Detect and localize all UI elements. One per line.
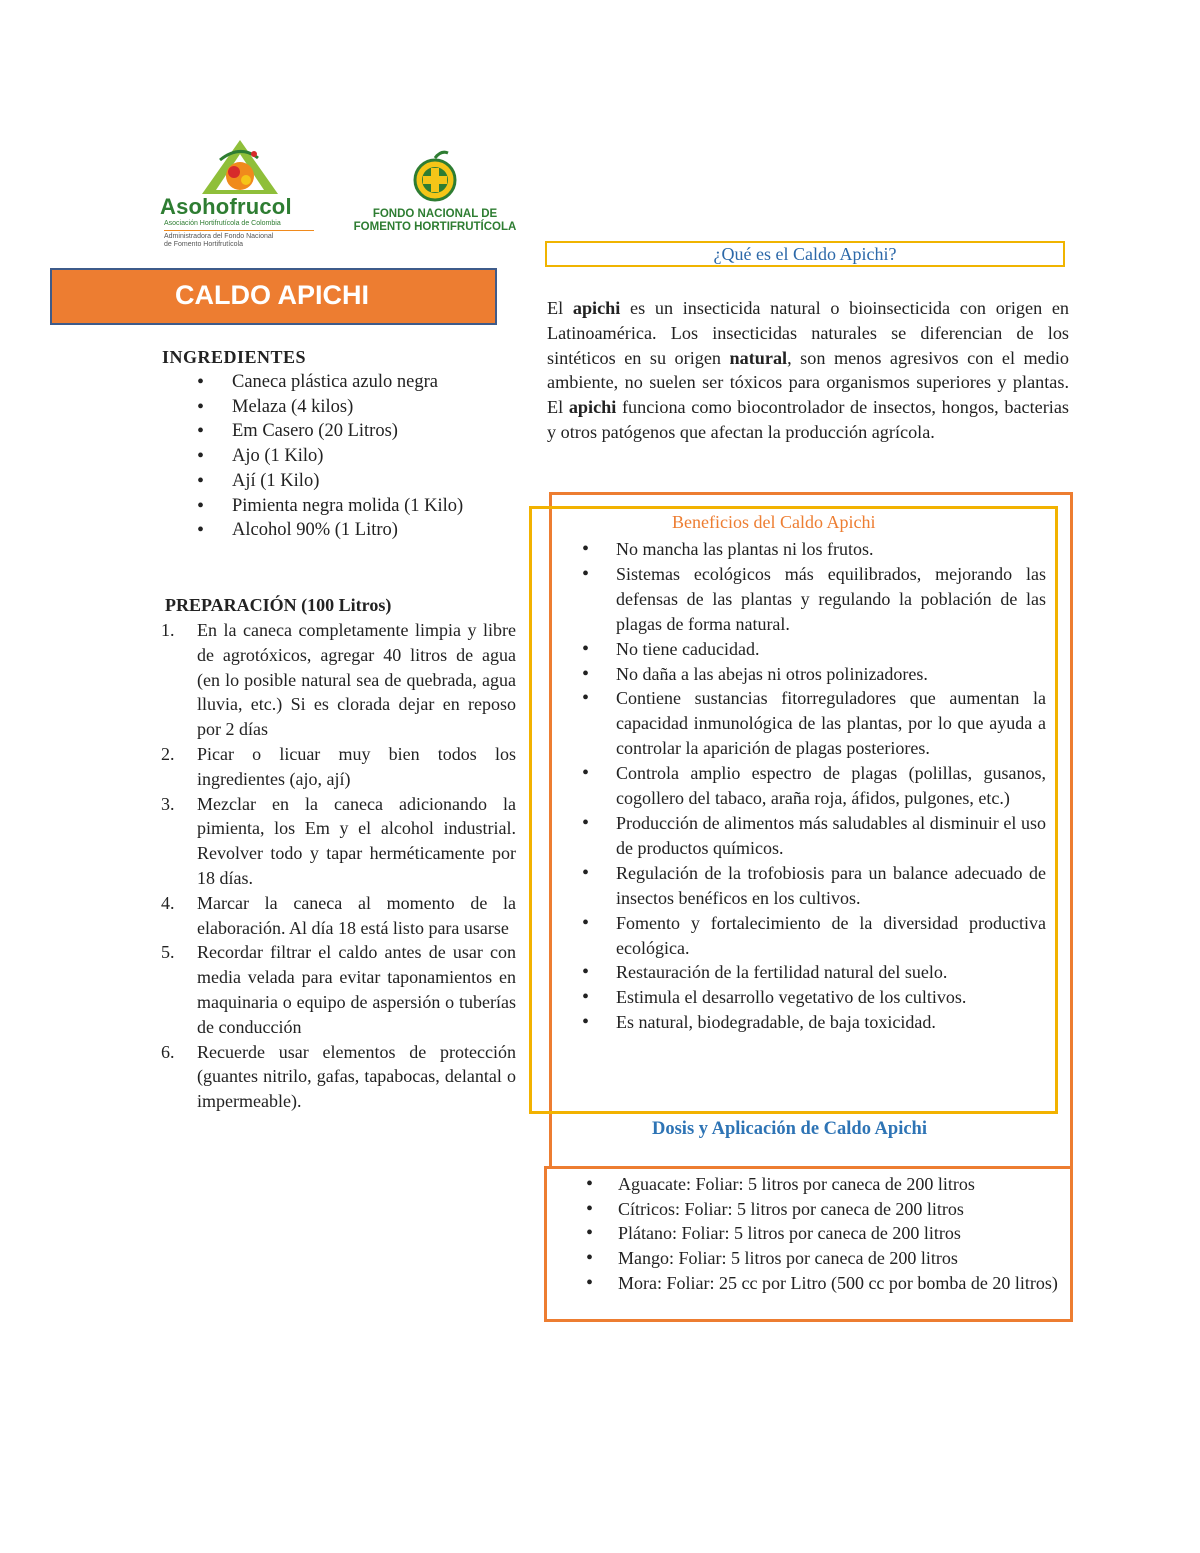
fondo-nacional-logo xyxy=(340,150,530,240)
intro-bold-1: apichi xyxy=(572,298,621,318)
asohofrucol-admin-line1: Administradora del Fondo Nacional xyxy=(164,233,274,240)
asohofrucol-admin-line2: de Fomento Hortifrutícola xyxy=(164,241,243,248)
dosage-list xyxy=(574,1172,1072,1296)
dosage-item: • Aguacate: Foliar: 5 litros por caneca de 200 litros xyxy=(574,1172,1072,1197)
ingredient-item: • Alcohol 90% (1 Litro) xyxy=(162,518,522,543)
preparation-step xyxy=(161,618,516,742)
fondo-line2: FOMENTO HORTIFRUTÍCOLA xyxy=(353,221,517,233)
dosage-item: • Mora: Foliar: 25 cc por Litro (500 cc por bomba de 20 litros) xyxy=(574,1271,1072,1296)
benefit-item: • No daña a las abejas ni otros polinizadores. xyxy=(576,662,1046,687)
ingredient-item: • Melaza (4 kilos) xyxy=(162,395,522,420)
intro-text-2: es un insecticida natural o bioinsecticida con origen en Latinoamérica. Los insecticidas naturales se diferencian de los sintéticos en su origen xyxy=(547,298,1069,368)
benefit-item: • Fomento y fortalecimiento de la diversidad productiva ecológica. xyxy=(576,911,1046,961)
benefit-item: • No tiene caducidad. xyxy=(576,637,1046,662)
fondo-line1: FONDO NACIONAL DE xyxy=(372,208,498,220)
intro-bold-3: apichi xyxy=(568,397,617,418)
ingredients-heading: INGREDIENTES xyxy=(162,347,307,367)
step-number: 2. xyxy=(161,743,175,764)
ingredient-item: • Caneca plástica azulo negra xyxy=(162,370,522,395)
dosage-heading: Dosis y Aplicación de Caldo Apichi xyxy=(652,1119,927,1139)
ingredients-list xyxy=(162,370,522,543)
preparation-step xyxy=(161,742,516,792)
preparation-step xyxy=(161,891,516,941)
ingredient-item: • Em Casero (20 Litros) xyxy=(162,419,522,444)
benefit-item: • No mancha las plantas ni los frutos. xyxy=(576,537,1046,562)
benefit-item: • Regulación de la trofobiosis para un balance adecuado de insectos benéficos en los cultivos. xyxy=(576,861,1046,911)
step-text: Marcar la caneca al momento de la elaboración. Al día 18 está listo para usarse xyxy=(197,892,516,938)
asohofrucol-logo xyxy=(150,138,325,250)
asohofrucol-divider xyxy=(164,230,314,231)
what-is-heading: ¿Qué es el Caldo Apichi? xyxy=(713,244,897,264)
what-is-heading-box xyxy=(545,241,1065,267)
ingredient-item: • Ajo (1 Kilo) xyxy=(162,444,522,469)
ingredient-item: • Ají (1 Kilo) xyxy=(162,469,522,494)
dosage-item: • Mango: Foliar: 5 litros por caneca de 200 litros xyxy=(574,1246,1072,1271)
preparation-steps xyxy=(161,618,516,1114)
preparation-step xyxy=(161,792,516,891)
asohofrucol-emblem-icon xyxy=(150,138,325,198)
step-number: 4. xyxy=(161,892,175,913)
benefits-heading: Beneficios del Caldo Apichi xyxy=(672,512,876,532)
ingredient-item: • Pimienta negra molida (1 Kilo) xyxy=(162,494,522,519)
benefit-item: • Contiene sustancias fitorreguladores que aumentan la capacidad inmunológica de las plantas, por lo que ayuda a controlar la aparición de plagas posteriores. xyxy=(576,686,1046,761)
intro-text-1: El xyxy=(547,298,573,318)
dosage-item: • Cítricos: Foliar: 5 litros por caneca de 200 litros xyxy=(574,1197,1072,1222)
intro-bold-2: natural xyxy=(729,347,788,368)
step-text: Picar o licuar muy bien todos los ingredientes (ajo, ají) xyxy=(197,743,516,789)
intro-text-3: , son menos agresivos con el medio ambiente, no suelen ser tóxicos para organismos superiores y plantas. El xyxy=(547,347,1069,418)
step-number: 6. xyxy=(161,1041,175,1062)
step-number: 5. xyxy=(161,942,175,963)
benefits-list xyxy=(576,537,1046,1035)
step-text: En la caneca completamente limpia y libre de agrotóxicos, agregar 40 litros de agua (en lo posible natural sea de quebrada, agua lluvia, etc.) Si es clorada dejar en reposo por 2 días xyxy=(197,620,516,740)
benefit-item: • Restauración de la fertilidad natural del suelo. xyxy=(576,960,1046,985)
dosage-item: • Plátano: Foliar: 5 litros por caneca de 200 litros xyxy=(574,1221,1072,1246)
benefit-item: • Producción de alimentos más saludables al disminuir el uso de productos químicos. xyxy=(576,811,1046,861)
step-text: Recordar filtrar el caldo antes de usar con media velada para evitar taponamientos en maquinaria o equipo de aspersión o tuberías de conducción xyxy=(197,942,516,1037)
title-banner xyxy=(50,268,497,325)
intro-paragraph xyxy=(547,296,1069,445)
step-number: 1. xyxy=(161,620,175,640)
step-text: Recuerde usar elementos de protección (guantes nitrilo, gafas, tapabocas, delantal o impermeable). xyxy=(197,1041,516,1112)
benefit-item: • Sistemas ecológicos más equilibrados, mejorando las defensas de las plantas y regulando la población de las plagas de forma natural. xyxy=(576,562,1046,637)
benefit-item: • Estimula el desarrollo vegetativo de los cultivos. xyxy=(576,985,1046,1010)
step-number: 3. xyxy=(161,793,175,814)
preparation-step xyxy=(161,1040,516,1114)
benefit-item: • Controla amplio espectro de plagas (polillas, gusanos, cogollero del tabaco, araña roja, áfidos, pulgones, etc.) xyxy=(576,761,1046,811)
asohofrucol-name: Asohofrucol xyxy=(160,194,292,219)
preparation-heading: PREPARACIÓN (100 Litros) xyxy=(165,595,392,615)
fondo-emblem-icon xyxy=(340,150,530,206)
asohofrucol-tagline: Asociación Hortifrutícola de Colombia xyxy=(164,220,281,227)
page-title: CALDO APICHI xyxy=(175,280,369,310)
intro-text-4: funciona como biocontrolador de insectos, hongos, bacterias y otros patógenos que afectan la producción agrícola. xyxy=(547,397,1069,442)
benefit-item: • Es natural, biodegradable, de baja toxicidad. xyxy=(576,1010,1046,1035)
preparation-step xyxy=(161,940,516,1039)
step-text: Mezclar en la caneca adicionando la pimienta, los Em y el alcohol industrial. Revolver todo y tapar herméticamente por 18 días. xyxy=(197,793,516,888)
fondo-name xyxy=(340,208,530,234)
